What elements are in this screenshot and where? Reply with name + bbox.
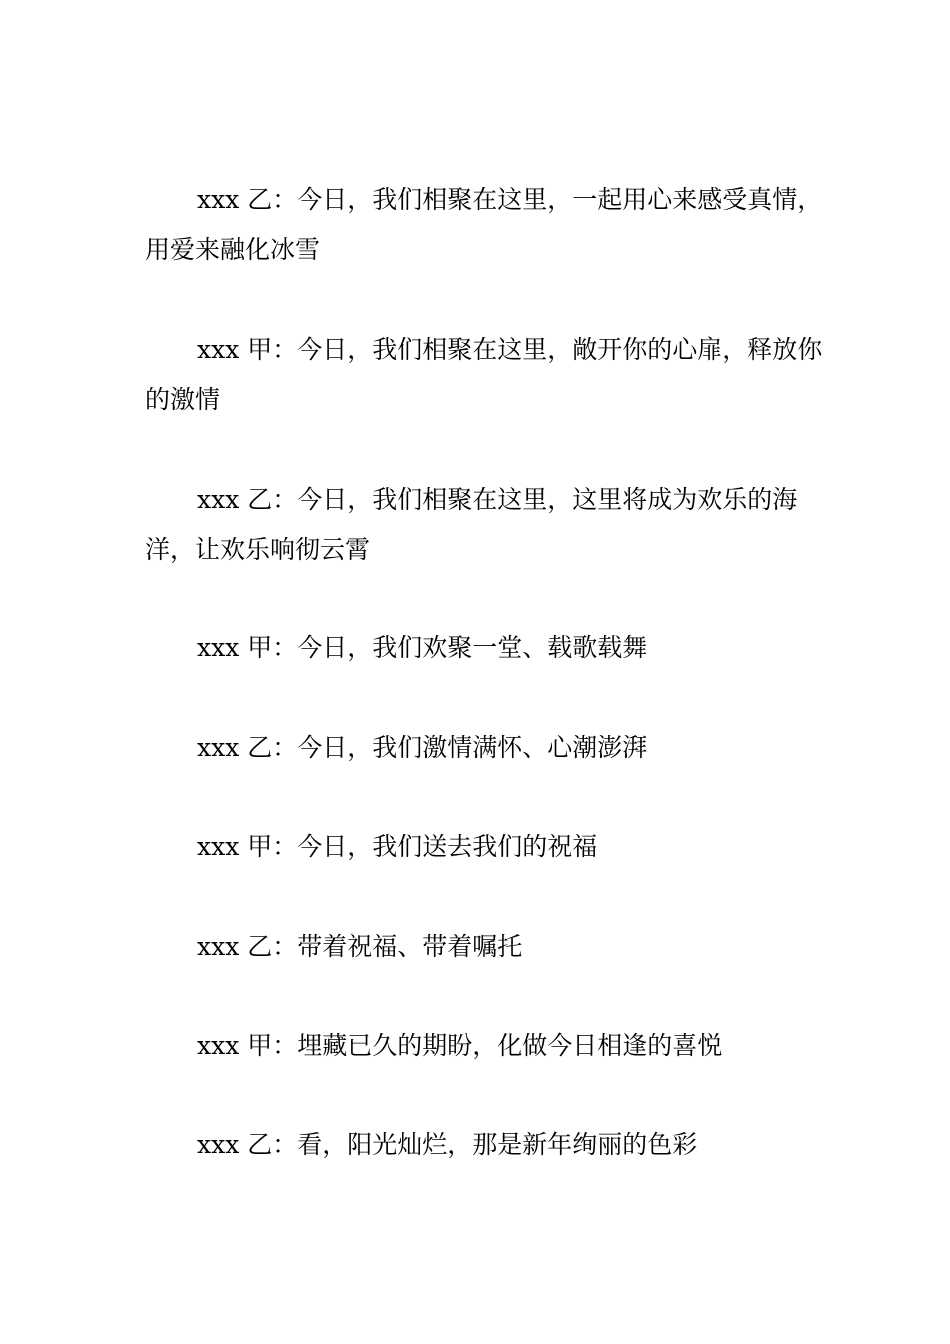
dialogue-line-1: xxx 乙：今日，我们相聚在这里，一起用心来感受真情，用爱来融化冰雪 xyxy=(145,185,823,264)
dialogue-line-6: xxx 甲：今日，我们送去我们的祝福 xyxy=(197,832,598,861)
dialogue-line-7: xxx 乙：带着祝福、带着嘱托 xyxy=(197,932,523,961)
dialogue-line-2: xxx 甲：今日，我们相聚在这里，敞开你的心扉，释放你的激情 xyxy=(145,335,823,414)
dialogue-line-3: xxx 乙：今日，我们相聚在这里，这里将成为欢乐的海洋，让欢乐响彻云霄 xyxy=(145,485,798,564)
dialogue-line-8: xxx 甲：埋藏已久的期盼，化做今日相逢的喜悦 xyxy=(197,1031,723,1060)
dialogue-line-5: xxx 乙：今日，我们激情满怀、心潮澎湃 xyxy=(197,733,648,762)
dialogue-line-4: xxx 甲：今日，我们欢聚一堂、载歌载舞 xyxy=(197,633,648,662)
dialogue-line-9: xxx 乙：看，阳光灿烂，那是新年绚丽的色彩 xyxy=(197,1130,698,1159)
